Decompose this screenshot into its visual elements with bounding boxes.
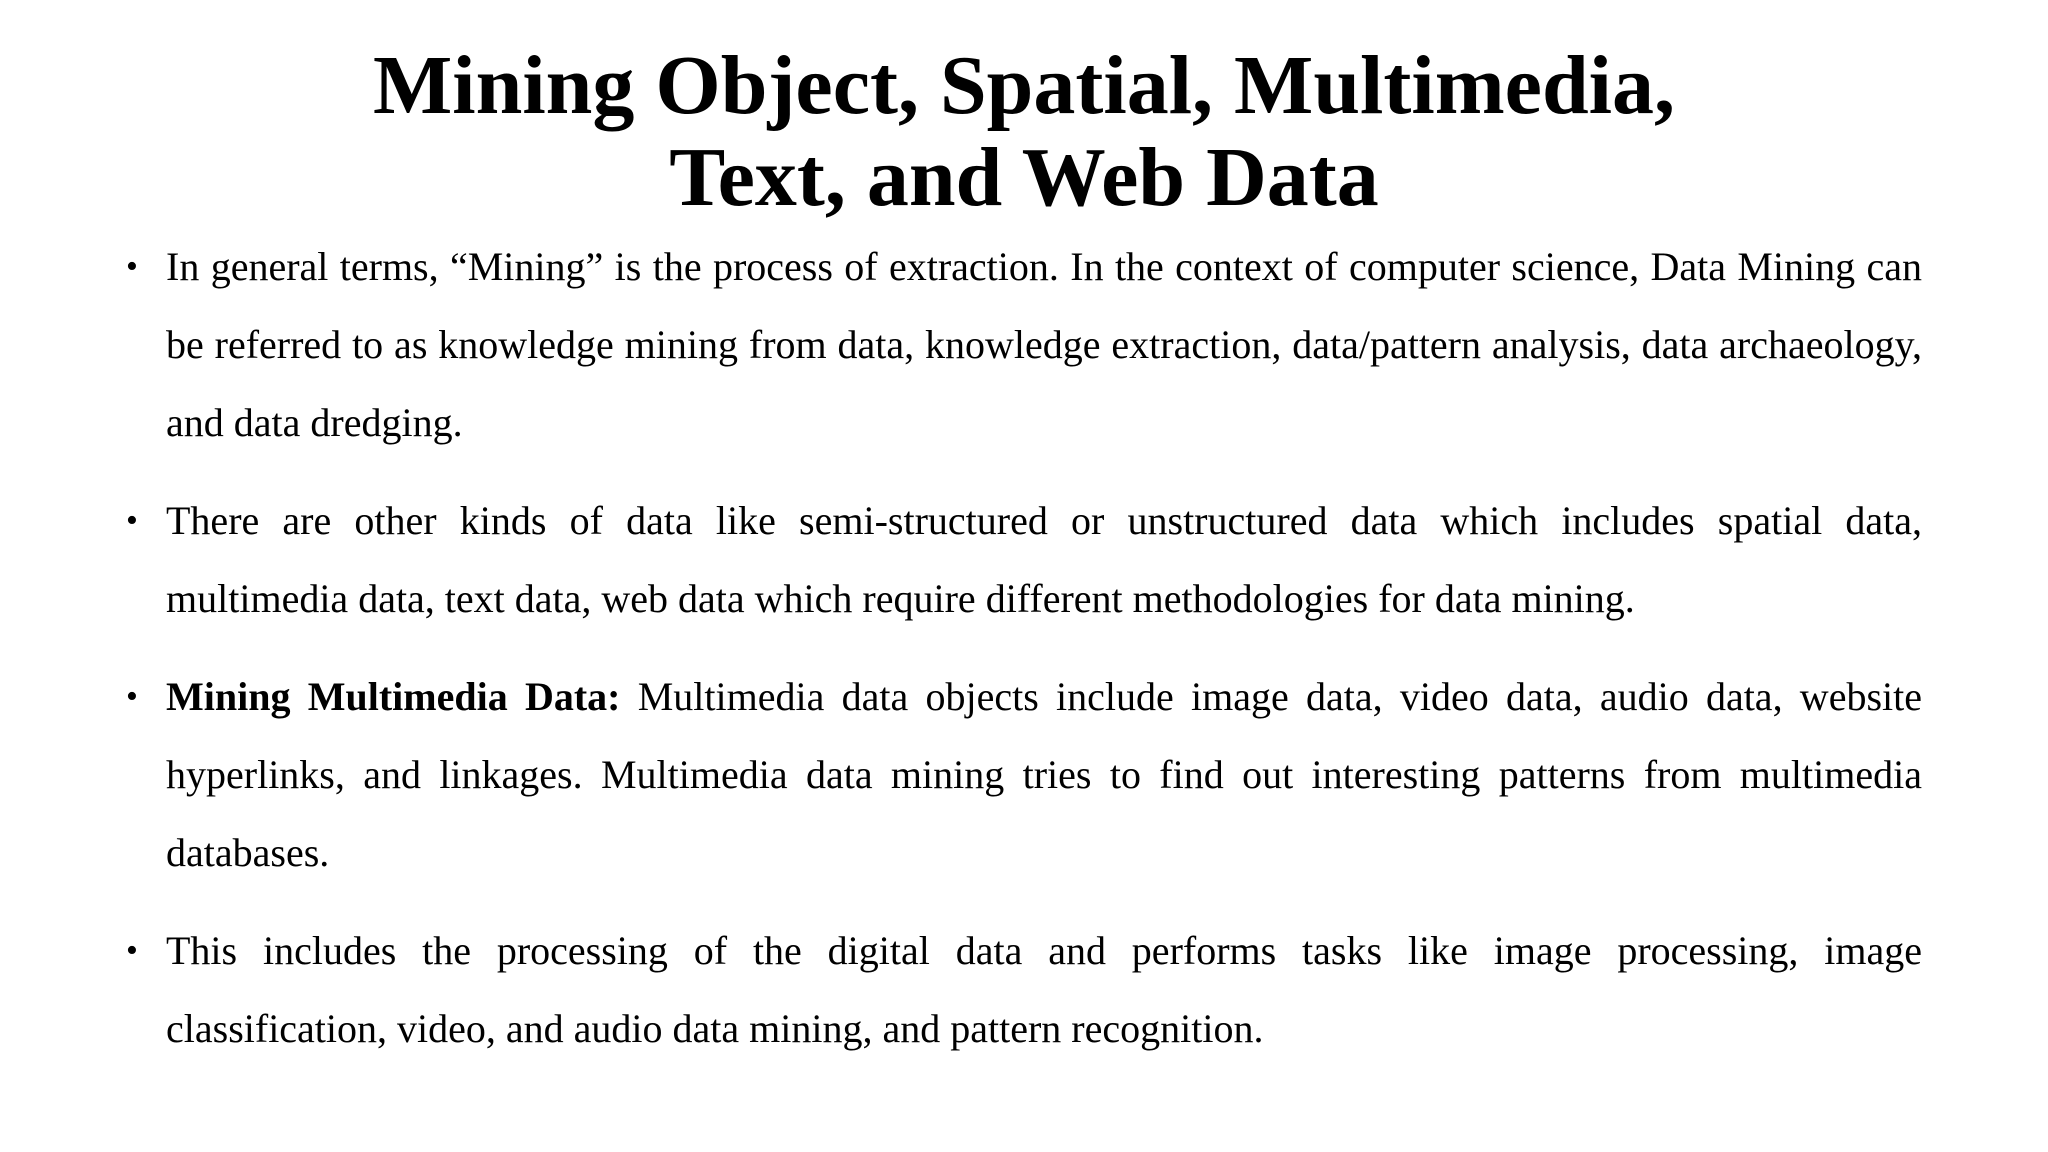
bullet-list <box>122 228 1922 1088</box>
bullet-item <box>122 228 1922 462</box>
bullet-dot-icon: • <box>126 932 138 969</box>
bullet-text: This includes the processing of the digital data and performs tasks like image processing, image classification, video, and audio data mining, and pattern recognition. <box>166 928 1922 1051</box>
bullet-lead: Mining Multimedia Data: <box>166 674 621 719</box>
bullet-dot-icon: • <box>126 678 138 715</box>
bullet-text: In general terms, “Mining” is the process of extraction. In the context of computer science, Data Mining can be referred to as knowledge mining from data, knowledge extraction, data/pattern analysis, data archaeology, and data dredging. <box>166 244 1922 445</box>
bullet-text: There are other kinds of data like semi-structured or unstructured data which includes spatial data, multimedia data, text data, web data which require different methodologies for data mining. <box>166 498 1922 621</box>
bullet-dot-icon: • <box>126 248 138 285</box>
title-line-2: Text, and Web Data <box>669 131 1379 224</box>
bullet-text: Multimedia data objects include image data, video data, audio data, website hyperlinks, and linkages. Multimedia data mining tries to find out interesting patterns from multimedia databases. <box>166 674 1922 875</box>
slide-title <box>0 40 2048 224</box>
bullet-item <box>122 482 1922 638</box>
bullet-dot-icon: • <box>126 502 138 539</box>
bullet-item <box>122 658 1922 892</box>
bullet-item <box>122 912 1922 1068</box>
title-line-1: Mining Object, Spatial, Multimedia, <box>373 39 1675 132</box>
